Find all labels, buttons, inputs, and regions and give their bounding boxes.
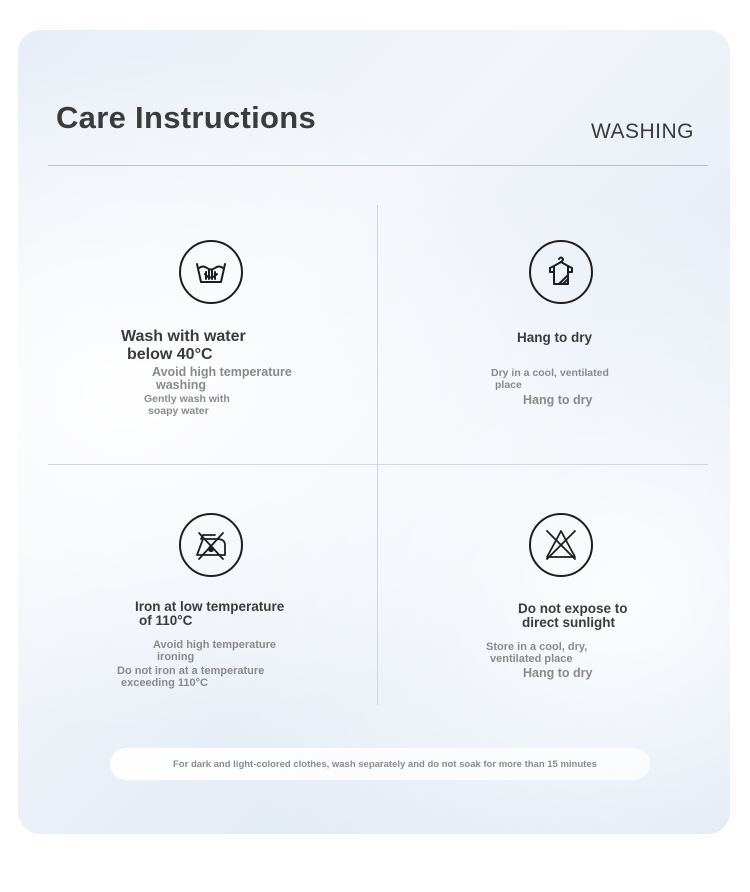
page-title: Care Instructions [56,100,317,135]
iron-title: Iron at low temperature of 110°C [135,599,285,628]
hang-dry-note-2: Hang to dry [523,393,593,407]
iron-note-1: Avoid high temperature ironing [153,639,277,663]
horizontal-divider [48,464,708,465]
vertical-divider [377,205,378,705]
no-iron-icon [179,513,243,577]
sunlight-note-1: Store in a cool, dry, ventilated place [486,641,588,665]
section-label: WASHING [590,120,694,143]
sunlight-title: Do not expose to direct sunlight [518,601,628,630]
sunlight-note-2: Hang to dry [523,666,593,680]
no-sunlight-icon [529,513,593,577]
hang-dry-title: Hang to dry [517,330,593,345]
iron-note-2: Do not iron at a temperature exceeding 110°C [117,665,265,689]
wash-note-1: Avoid high temperature washing [152,365,292,392]
wash-title: Wash with water below 40°C [121,328,246,363]
footer-note: For dark and light-colored clothes, wash separately and do not soak for more than 15 minutes [173,759,597,770]
header-divider [48,165,708,166]
wash-note-2: Gently wash with soapy water [144,393,230,417]
wash-basin-icon [179,240,243,304]
care-card [18,30,730,834]
hang-dry-icon [529,240,593,304]
hang-dry-note-1: Dry in a cool, ventilated place [491,367,609,391]
